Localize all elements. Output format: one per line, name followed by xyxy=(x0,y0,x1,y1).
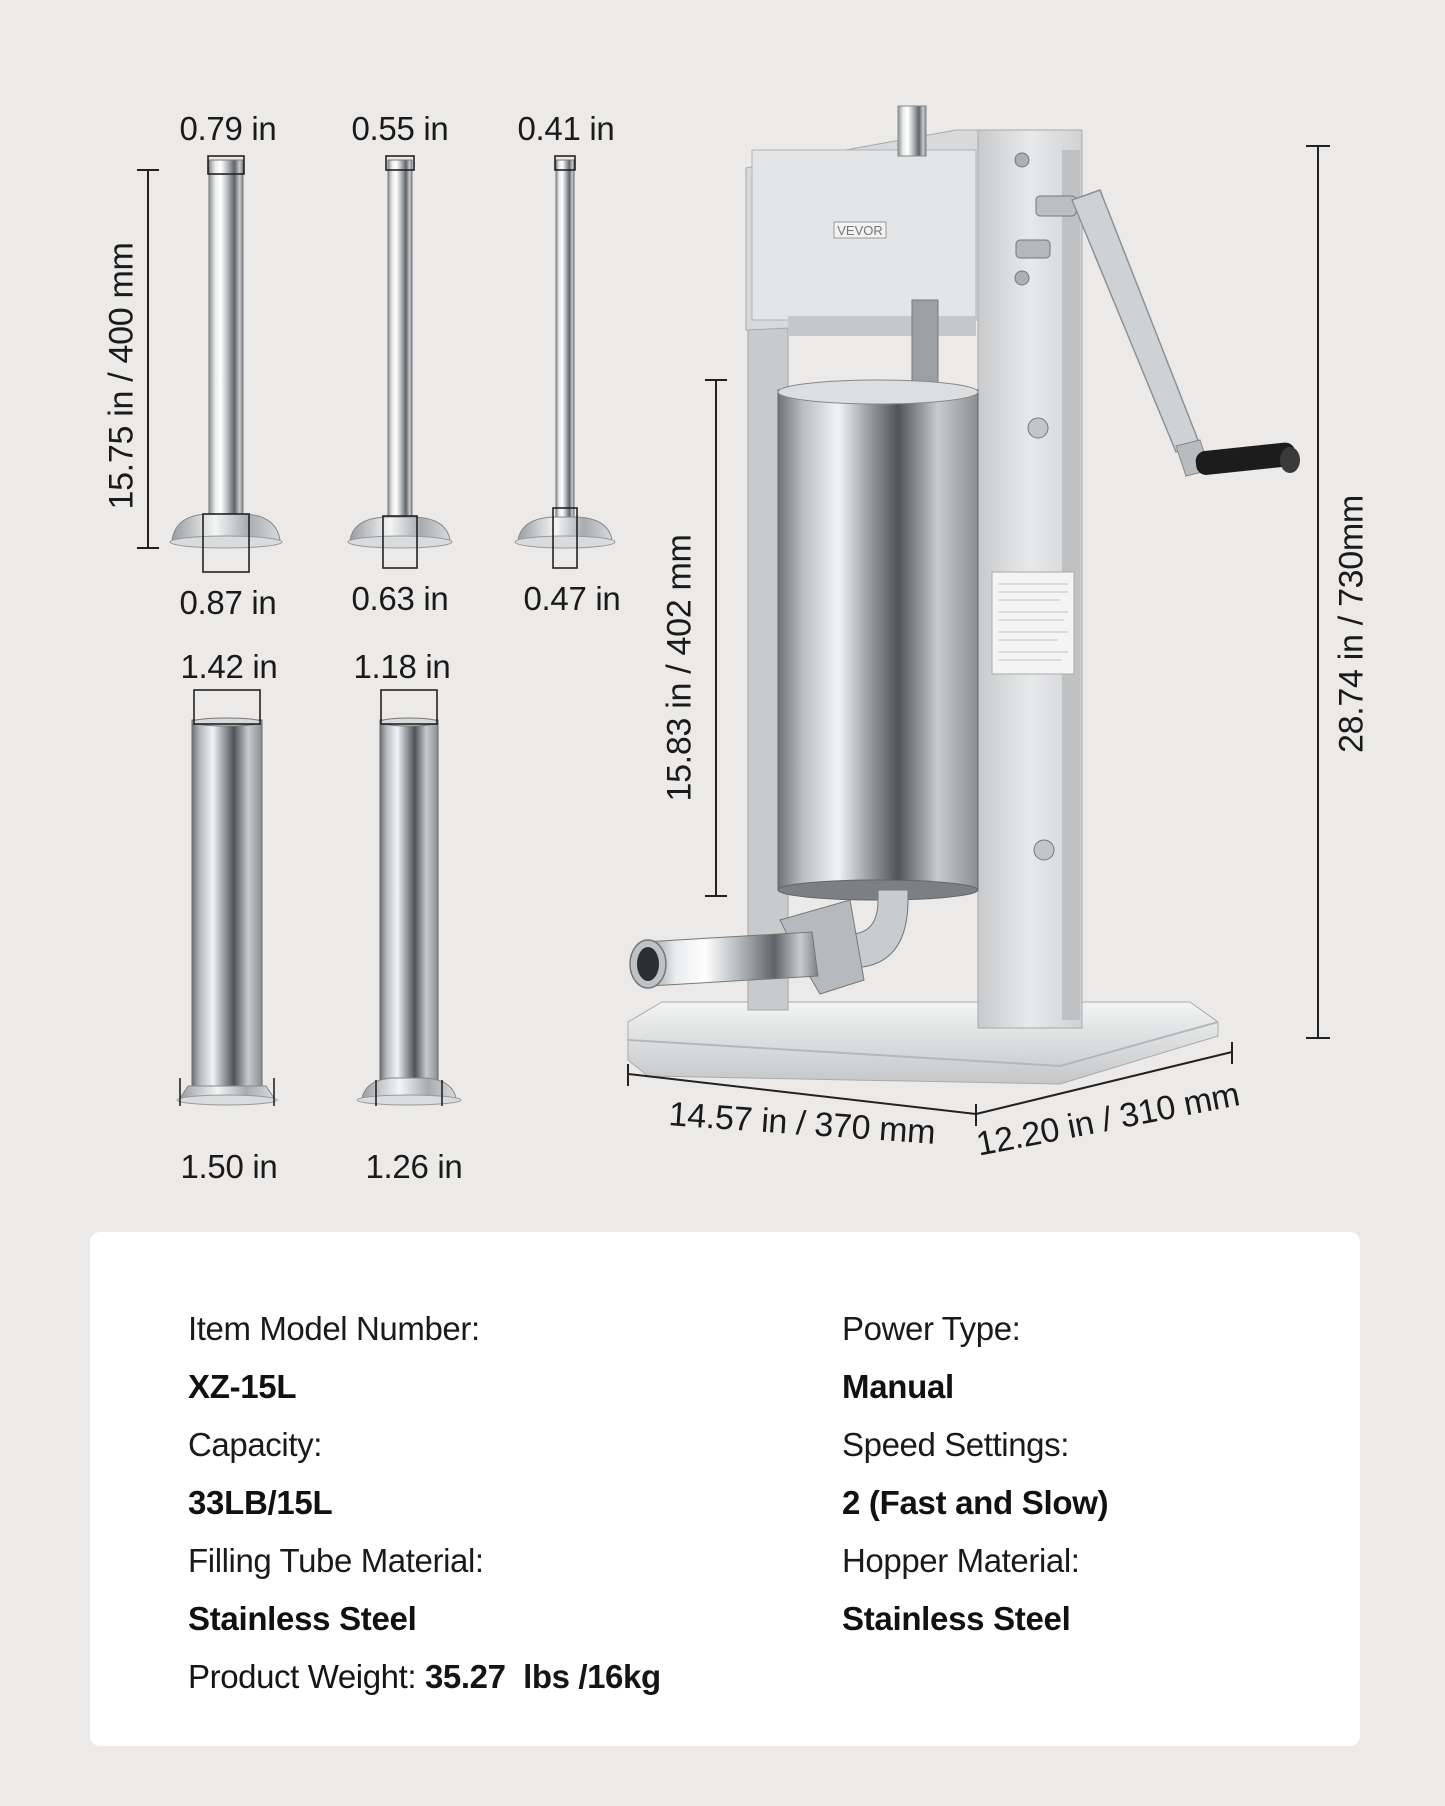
depth-label: 12.20 in / 310 mm xyxy=(973,1075,1243,1164)
sausage-stuffer-machine xyxy=(628,106,1300,1084)
tube-3-top-diameter: 0.41 in xyxy=(517,110,615,147)
total-height-dimension-line xyxy=(1306,146,1330,1038)
tube-1-top-diameter: 0.79 in xyxy=(179,110,277,147)
tube-material-value: Stainless Steel xyxy=(188,1600,417,1637)
total-height-label: 28.74 in / 730mm xyxy=(1332,495,1371,753)
hopper-material-label: Hopper Material: xyxy=(842,1542,1080,1579)
tube-length-label: 15.75 in / 400 mm xyxy=(102,242,141,510)
capacity-label: Capacity: xyxy=(188,1426,322,1463)
model-number-label: Item Model Number: xyxy=(188,1310,480,1347)
filling-tube-4 xyxy=(177,690,277,1106)
tube-1-bottom-diameter: 0.87 in xyxy=(179,584,277,621)
filling-tube-1 xyxy=(170,156,282,572)
filling-tube-2 xyxy=(348,156,452,568)
cylinder-height-dimension-line xyxy=(705,380,727,896)
filling-tube-3 xyxy=(515,156,615,568)
capacity-value: 33LB/15L xyxy=(188,1484,333,1521)
specs-right-column xyxy=(842,1300,1108,1648)
speed-settings-value: 2 (Fast and Slow) xyxy=(842,1484,1109,1521)
tube-3-bottom-diameter: 0.47 in xyxy=(523,580,621,617)
tube-2-top-diameter: 0.55 in xyxy=(351,110,449,147)
tube-2-bottom-diameter: 0.63 in xyxy=(351,580,449,617)
product-weight-value: 35.27 lbs /16kg xyxy=(424,1658,661,1695)
brand-plate: VEVOR xyxy=(837,223,883,238)
model-number-value: XZ-15L xyxy=(188,1368,297,1405)
filling-tube-5 xyxy=(357,690,461,1106)
power-type-label: Power Type: xyxy=(842,1310,1021,1347)
tube-4-bottom-diameter: 1.50 in xyxy=(180,1148,278,1185)
cylinder-height-label: 15.83 in / 402 mm xyxy=(660,534,699,802)
specs-left-column xyxy=(188,1300,661,1706)
width-label: 14.57 in / 370 mm xyxy=(667,1095,937,1152)
product-weight-row xyxy=(188,1648,661,1706)
hopper-material-value: Stainless Steel xyxy=(842,1600,1071,1637)
tube-5-top-diameter: 1.18 in xyxy=(353,648,451,685)
tube-4-top-diameter: 1.42 in xyxy=(180,648,278,685)
tube-5-bottom-diameter: 1.26 in xyxy=(365,1148,463,1185)
tube-material-label: Filling Tube Material: xyxy=(188,1542,484,1579)
speed-settings-label: Speed Settings: xyxy=(842,1426,1069,1463)
product-weight-label: Product Weight: xyxy=(188,1658,417,1695)
power-type-value: Manual xyxy=(842,1368,954,1405)
specifications-card xyxy=(90,1232,1360,1746)
